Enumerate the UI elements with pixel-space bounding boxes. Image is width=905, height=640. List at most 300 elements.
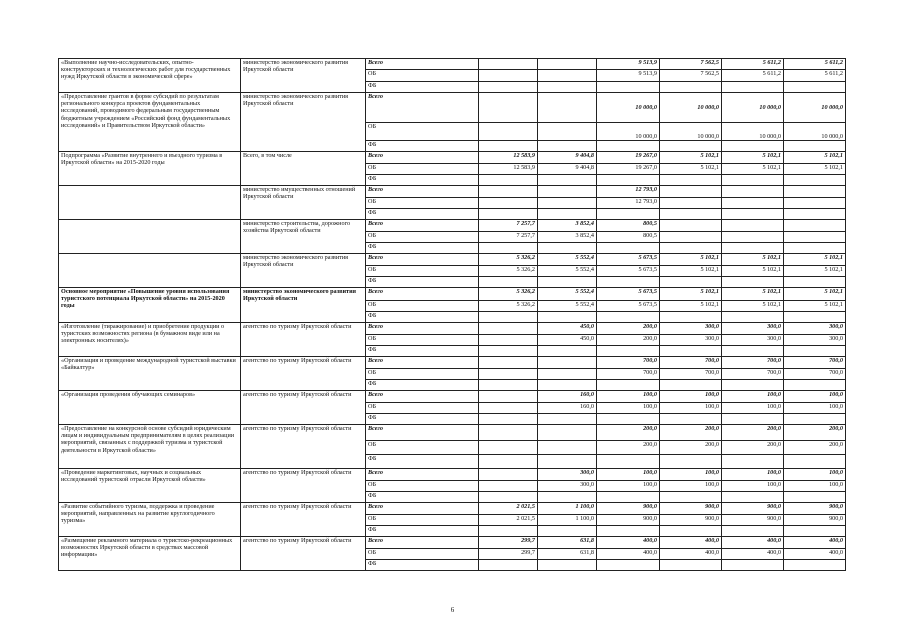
amount-cell: 10 000,0 — [784, 93, 846, 123]
table-row — [59, 357, 846, 369]
amount-cell: 5 552,4 — [538, 301, 597, 312]
activity-name-cell: «Организация проведения обучающих семинаров» — [59, 391, 241, 425]
executor-cell: агентство по туризму Иркутской области — [241, 503, 366, 537]
amount-cell — [479, 175, 538, 186]
amount-cell: 160,0 — [538, 391, 597, 403]
executor-cell: министерство экономического развития Иркутской области — [241, 93, 366, 152]
amount-cell — [538, 198, 597, 209]
table-row — [59, 391, 846, 403]
amount-cell — [538, 243, 597, 254]
executor-cell: агентство по туризму Иркутской области — [241, 425, 366, 469]
amount-cell — [479, 277, 538, 288]
amount-cell — [784, 243, 846, 254]
amount-cell — [660, 186, 722, 198]
amount-cell: 10 000,0 — [660, 123, 722, 141]
amount-cell: 5 611,2 — [722, 70, 784, 82]
amount-cell — [479, 93, 538, 123]
amount-cell — [538, 369, 597, 380]
executor-cell: агентство по туризму Иркутской области — [241, 391, 366, 425]
activity-name-cell: «Изготовление (тиражирование) и приобретение продукции о туристских возможностях региона (в бумажном виде или на электронных носителях)» — [59, 323, 241, 357]
amount-cell — [538, 425, 597, 441]
amount-cell — [784, 346, 846, 357]
amount-cell: 5 102,1 — [722, 152, 784, 164]
table-row — [59, 254, 846, 266]
amount-cell: 900,0 — [784, 503, 846, 515]
funding-source-cell: ФБ — [366, 141, 479, 152]
amount-cell: 3 852,4 — [538, 220, 597, 232]
amount-cell: 5 102,1 — [660, 301, 722, 312]
funding-source-cell: ФБ — [366, 492, 479, 503]
funding-source-cell: Всего — [366, 220, 479, 232]
amount-cell — [479, 380, 538, 391]
amount-cell — [784, 220, 846, 232]
amount-cell: 5 102,1 — [722, 288, 784, 301]
amount-cell — [660, 455, 722, 469]
amount-cell: 631,8 — [538, 549, 597, 560]
amount-cell: 9 404,8 — [538, 164, 597, 175]
amount-cell: 400,0 — [597, 537, 660, 549]
funding-source-cell: ФБ — [366, 346, 479, 357]
amount-cell — [538, 209, 597, 220]
amount-cell — [722, 526, 784, 537]
amount-cell: 900,0 — [597, 503, 660, 515]
amount-cell — [479, 425, 538, 441]
amount-cell: 5 326,2 — [479, 288, 538, 301]
amount-cell: 200,0 — [722, 425, 784, 441]
amount-cell — [538, 441, 597, 455]
amount-cell — [538, 123, 597, 141]
amount-cell: 10 000,0 — [597, 123, 660, 141]
amount-cell — [660, 492, 722, 503]
amount-cell: 7 257,7 — [479, 220, 538, 232]
amount-cell — [784, 277, 846, 288]
amount-cell — [722, 186, 784, 198]
table-row — [59, 152, 846, 164]
amount-cell: 10 000,0 — [722, 93, 784, 123]
amount-cell: 5 673,5 — [597, 266, 660, 277]
amount-cell — [479, 141, 538, 152]
amount-cell: 300,0 — [722, 335, 784, 346]
amount-cell — [479, 59, 538, 70]
amount-cell — [784, 492, 846, 503]
amount-cell: 100,0 — [784, 403, 846, 414]
amount-cell: 5 326,2 — [479, 266, 538, 277]
amount-cell: 5 102,1 — [784, 164, 846, 175]
amount-cell — [597, 243, 660, 254]
amount-cell — [597, 175, 660, 186]
amount-cell: 200,0 — [597, 323, 660, 335]
funding-source-cell: Всего — [366, 152, 479, 164]
amount-cell: 200,0 — [660, 425, 722, 441]
amount-cell — [479, 357, 538, 369]
amount-cell: 5 552,4 — [538, 288, 597, 301]
amount-cell — [538, 526, 597, 537]
amount-cell: 7 562,5 — [660, 70, 722, 82]
amount-cell — [722, 455, 784, 469]
amount-cell — [660, 526, 722, 537]
amount-cell — [784, 560, 846, 571]
amount-cell — [722, 414, 784, 425]
amount-cell: 19 267,0 — [597, 152, 660, 164]
amount-cell: 7 562,5 — [660, 59, 722, 70]
amount-cell — [722, 82, 784, 93]
amount-cell: 100,0 — [660, 391, 722, 403]
amount-cell: 5 102,1 — [784, 254, 846, 266]
activity-name-cell: «Развитие событийного туризма, поддержка и проведение мероприятий, направленных на развитие круглогодичного туризма» — [59, 503, 241, 537]
amount-cell — [479, 369, 538, 380]
amount-cell: 100,0 — [784, 391, 846, 403]
amount-cell: 7 257,7 — [479, 232, 538, 243]
funding-source-cell: Всего — [366, 391, 479, 403]
amount-cell — [660, 209, 722, 220]
amount-cell — [660, 232, 722, 243]
amount-cell: 200,0 — [722, 441, 784, 455]
funding-source-cell: ОБ — [366, 549, 479, 560]
executor-cell: министерство имущественных отношений Иркутской области — [241, 186, 366, 220]
amount-cell: 900,0 — [784, 515, 846, 526]
amount-cell: 700,0 — [784, 369, 846, 380]
funding-source-cell: ОБ — [366, 441, 479, 455]
amount-cell: 5 102,1 — [784, 301, 846, 312]
amount-cell: 900,0 — [660, 503, 722, 515]
amount-cell: 200,0 — [597, 425, 660, 441]
funding-source-cell: Всего — [366, 537, 479, 549]
funding-source-cell: ФБ — [366, 312, 479, 323]
amount-cell — [479, 335, 538, 346]
amount-cell: 300,0 — [660, 323, 722, 335]
amount-cell — [479, 70, 538, 82]
amount-cell — [722, 243, 784, 254]
amount-cell — [538, 186, 597, 198]
amount-cell: 9 513,9 — [597, 59, 660, 70]
amount-cell — [660, 560, 722, 571]
amount-cell — [784, 82, 846, 93]
amount-cell: 100,0 — [597, 391, 660, 403]
amount-cell: 5 552,4 — [538, 254, 597, 266]
amount-cell: 9 404,8 — [538, 152, 597, 164]
executor-cell: агентство по туризму Иркутской области — [241, 537, 366, 571]
amount-cell: 19 267,0 — [597, 164, 660, 175]
amount-cell: 5 326,2 — [479, 254, 538, 266]
amount-cell — [722, 209, 784, 220]
amount-cell — [479, 441, 538, 455]
activity-name-cell: «Организация и проведение международной туристской выставки «Байкалтур» — [59, 357, 241, 391]
amount-cell — [597, 414, 660, 425]
funding-source-cell: ОБ — [366, 403, 479, 414]
amount-cell — [722, 277, 784, 288]
amount-cell: 100,0 — [597, 481, 660, 492]
amount-cell — [722, 380, 784, 391]
amount-cell — [597, 209, 660, 220]
amount-cell — [538, 492, 597, 503]
table-row — [59, 537, 846, 549]
funding-source-cell: ФБ — [366, 82, 479, 93]
amount-cell: 5 102,1 — [784, 152, 846, 164]
amount-cell: 631,8 — [538, 537, 597, 549]
amount-cell: 700,0 — [660, 369, 722, 380]
amount-cell: 5 102,1 — [722, 254, 784, 266]
amount-cell — [784, 141, 846, 152]
amount-cell: 400,0 — [722, 537, 784, 549]
amount-cell: 10 000,0 — [784, 123, 846, 141]
amount-cell — [538, 141, 597, 152]
amount-cell — [597, 82, 660, 93]
amount-cell: 100,0 — [597, 403, 660, 414]
page-number: 6 — [450, 606, 455, 614]
table-row — [59, 186, 846, 198]
amount-cell — [660, 243, 722, 254]
amount-cell: 700,0 — [660, 357, 722, 369]
amount-cell: 800,5 — [597, 220, 660, 232]
amount-cell: 5 673,5 — [597, 288, 660, 301]
executor-cell: Всего, в том числе — [241, 152, 366, 186]
funding-source-cell: ФБ — [366, 209, 479, 220]
funding-source-cell: Всего — [366, 254, 479, 266]
amount-cell — [660, 175, 722, 186]
amount-cell: 200,0 — [784, 441, 846, 455]
amount-cell — [538, 59, 597, 70]
amount-cell — [784, 380, 846, 391]
amount-cell: 900,0 — [722, 503, 784, 515]
funding-source-cell: ФБ — [366, 380, 479, 391]
amount-cell: 5 102,1 — [660, 288, 722, 301]
funding-source-cell: Всего — [366, 425, 479, 441]
funding-source-cell: Всего — [366, 186, 479, 198]
amount-cell: 900,0 — [660, 515, 722, 526]
amount-cell — [722, 560, 784, 571]
amount-cell — [597, 526, 660, 537]
amount-cell — [538, 277, 597, 288]
amount-cell — [479, 526, 538, 537]
amount-cell: 200,0 — [660, 441, 722, 455]
amount-cell: 300,0 — [538, 481, 597, 492]
amount-cell: 100,0 — [784, 481, 846, 492]
funding-source-cell: ФБ — [366, 414, 479, 425]
amount-cell: 300,0 — [784, 335, 846, 346]
activity-name-cell — [59, 220, 241, 254]
funding-source-cell: ОБ — [366, 266, 479, 277]
amount-cell — [479, 391, 538, 403]
funding-source-cell: ФБ — [366, 560, 479, 571]
table-row — [59, 93, 846, 123]
funding-source-cell: ФБ — [366, 526, 479, 537]
amount-cell: 800,5 — [597, 232, 660, 243]
funding-source-cell: ФБ — [366, 455, 479, 469]
amount-cell — [722, 312, 784, 323]
amount-cell: 300,0 — [784, 323, 846, 335]
executor-cell: агентство по туризму Иркутской области — [241, 357, 366, 391]
amount-cell — [722, 232, 784, 243]
activity-name-cell: «Размещение рекламного материала о туристско-рекреационных возможностях Иркутской области в средствах массовой информации» — [59, 537, 241, 571]
amount-cell — [722, 492, 784, 503]
amount-cell: 5 102,1 — [722, 266, 784, 277]
amount-cell: 5 326,2 — [479, 301, 538, 312]
amount-cell — [660, 414, 722, 425]
amount-cell — [784, 414, 846, 425]
amount-cell: 900,0 — [722, 515, 784, 526]
amount-cell — [538, 346, 597, 357]
amount-cell: 160,0 — [538, 403, 597, 414]
amount-cell: 5 102,1 — [660, 254, 722, 266]
executor-cell: министерство экономического развития Иркутской области — [241, 254, 366, 288]
amount-cell — [538, 560, 597, 571]
amount-cell — [597, 312, 660, 323]
funding-source-cell: Всего — [366, 357, 479, 369]
funding-source-cell: ФБ — [366, 175, 479, 186]
amount-cell: 100,0 — [722, 391, 784, 403]
amount-cell — [722, 141, 784, 152]
funding-source-cell: Всего — [366, 469, 479, 481]
amount-cell: 5 102,1 — [722, 164, 784, 175]
activity-name-cell: «Предоставление на конкурсной основе субсидий юридическим лицам и индивидуальным предпринимателям в целях реализации мероприятий, связанных с поддержкой туризма и туристской деятельности в Иркутской области» — [59, 425, 241, 469]
amount-cell: 400,0 — [722, 549, 784, 560]
amount-cell — [479, 186, 538, 198]
table-row — [59, 469, 846, 481]
amount-cell: 5 552,4 — [538, 266, 597, 277]
amount-cell — [597, 455, 660, 469]
amount-cell: 9 513,9 — [597, 70, 660, 82]
table-row — [59, 425, 846, 441]
amount-cell — [479, 469, 538, 481]
funding-source-cell: ОБ — [366, 232, 479, 243]
amount-cell — [479, 82, 538, 93]
executor-cell: министерство строительства, дорожного хозяйства Иркутской области — [241, 220, 366, 254]
amount-cell — [722, 198, 784, 209]
amount-cell — [784, 232, 846, 243]
amount-cell: 5 102,1 — [660, 266, 722, 277]
amount-cell — [597, 380, 660, 391]
amount-cell: 700,0 — [597, 357, 660, 369]
amount-cell — [479, 243, 538, 254]
amount-cell: 400,0 — [660, 537, 722, 549]
amount-cell — [538, 380, 597, 391]
activity-name-cell: Подпрограмма «Развитие внутреннего и въездного туризма в Иркутской области» на 2015-2020 годы — [59, 152, 241, 186]
amount-cell: 10 000,0 — [597, 93, 660, 123]
amount-cell: 5 611,2 — [784, 70, 846, 82]
amount-cell — [538, 70, 597, 82]
amount-cell — [538, 312, 597, 323]
amount-cell: 100,0 — [722, 481, 784, 492]
amount-cell: 100,0 — [722, 469, 784, 481]
amount-cell: 100,0 — [660, 469, 722, 481]
amount-cell: 10 000,0 — [722, 123, 784, 141]
amount-cell — [722, 220, 784, 232]
table-row — [59, 288, 846, 301]
table-row — [59, 220, 846, 232]
amount-cell — [479, 346, 538, 357]
amount-cell: 700,0 — [722, 369, 784, 380]
funding-source-cell: Всего — [366, 288, 479, 301]
amount-cell — [479, 198, 538, 209]
amount-cell — [479, 323, 538, 335]
amount-cell: 100,0 — [784, 469, 846, 481]
amount-cell — [479, 403, 538, 414]
funding-source-cell: ОБ — [366, 335, 479, 346]
amount-cell: 1 100,0 — [538, 503, 597, 515]
funding-source-cell: ФБ — [366, 277, 479, 288]
funding-source-cell: ОБ — [366, 369, 479, 380]
amount-cell — [660, 82, 722, 93]
amount-cell: 450,0 — [538, 323, 597, 335]
amount-cell — [479, 560, 538, 571]
amount-cell — [538, 414, 597, 425]
amount-cell: 400,0 — [597, 549, 660, 560]
amount-cell: 200,0 — [784, 425, 846, 441]
amount-cell: 5 102,1 — [660, 164, 722, 175]
amount-cell: 450,0 — [538, 335, 597, 346]
amount-cell: 700,0 — [597, 369, 660, 380]
amount-cell — [784, 312, 846, 323]
amount-cell: 400,0 — [784, 537, 846, 549]
amount-cell: 700,0 — [722, 357, 784, 369]
activity-name-cell: Основное мероприятие «Повышение уровня использования туристского потенциала Иркутской области» на 2015-2020 годы — [59, 288, 241, 323]
funding-source-cell: Всего — [366, 503, 479, 515]
amount-cell: 299,7 — [479, 537, 538, 549]
amount-cell — [660, 277, 722, 288]
amount-cell — [538, 93, 597, 123]
amount-cell — [660, 312, 722, 323]
amount-cell — [597, 277, 660, 288]
amount-cell: 200,0 — [597, 441, 660, 455]
amount-cell: 100,0 — [722, 403, 784, 414]
funding-source-cell: ФБ — [366, 243, 479, 254]
amount-cell: 5 102,1 — [722, 301, 784, 312]
amount-cell — [660, 346, 722, 357]
amount-cell: 3 852,4 — [538, 232, 597, 243]
amount-cell — [660, 380, 722, 391]
amount-cell: 400,0 — [660, 549, 722, 560]
funding-source-cell: Всего — [366, 59, 479, 70]
amount-cell — [479, 492, 538, 503]
amount-cell: 5 102,1 — [784, 288, 846, 301]
amount-cell: 2 021,5 — [479, 503, 538, 515]
amount-cell — [479, 209, 538, 220]
amount-cell — [660, 198, 722, 209]
amount-cell — [722, 175, 784, 186]
budget-table — [58, 58, 846, 571]
amount-cell — [479, 312, 538, 323]
amount-cell — [597, 492, 660, 503]
amount-cell: 5 673,5 — [597, 301, 660, 312]
amount-cell — [784, 455, 846, 469]
amount-cell — [660, 220, 722, 232]
amount-cell: 299,7 — [479, 549, 538, 560]
amount-cell: 300,0 — [722, 323, 784, 335]
amount-cell — [479, 123, 538, 141]
amount-cell: 900,0 — [597, 515, 660, 526]
amount-cell — [479, 455, 538, 469]
table-row — [59, 59, 846, 70]
amount-cell: 400,0 — [784, 549, 846, 560]
amount-cell — [784, 175, 846, 186]
amount-cell — [538, 82, 597, 93]
amount-cell: 10 000,0 — [660, 93, 722, 123]
amount-cell — [479, 481, 538, 492]
amount-cell — [784, 186, 846, 198]
amount-cell — [479, 414, 538, 425]
amount-cell: 200,0 — [597, 335, 660, 346]
funding-source-cell: ОБ — [366, 123, 479, 141]
amount-cell: 700,0 — [784, 357, 846, 369]
amount-cell — [784, 198, 846, 209]
amount-cell: 12 793,0 — [597, 198, 660, 209]
executor-cell: министерство экономического развития Иркутской области — [241, 288, 366, 323]
amount-cell — [538, 357, 597, 369]
amount-cell — [597, 346, 660, 357]
amount-cell: 12 583,9 — [479, 164, 538, 175]
activity-name-cell — [59, 254, 241, 288]
amount-cell: 5 102,1 — [784, 266, 846, 277]
